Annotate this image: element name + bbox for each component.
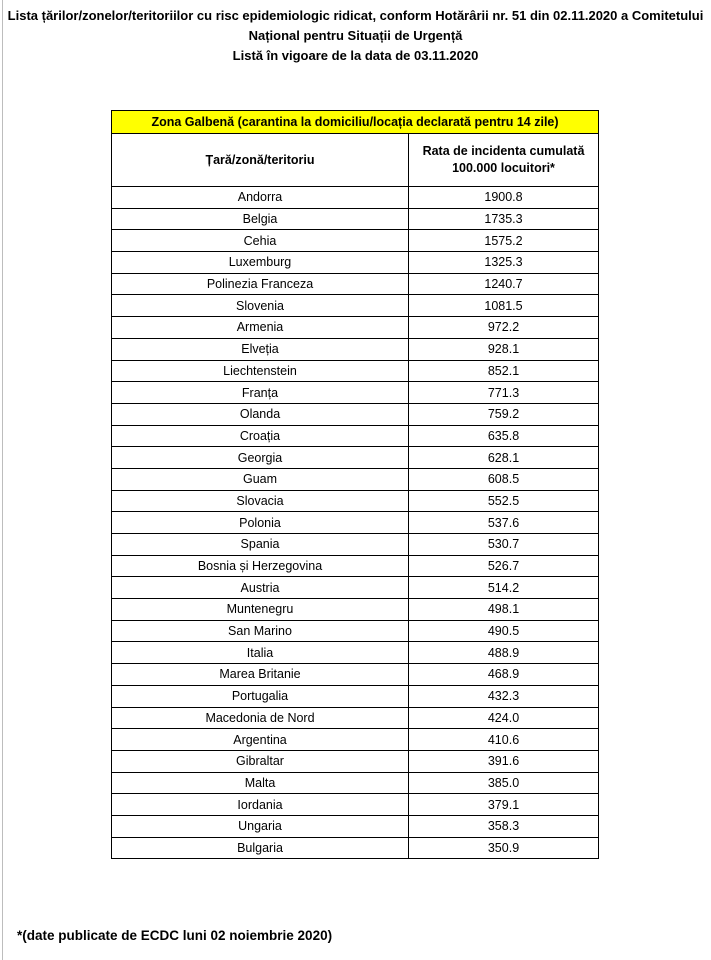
country-cell: Ungaria: [112, 815, 409, 837]
country-cell: Slovenia: [112, 295, 409, 317]
incidence-rate-cell: 379.1: [409, 794, 599, 816]
incidence-rate-cell: 350.9: [409, 837, 599, 859]
column-header-rate: [409, 134, 599, 187]
header-validity-date: Listă în vigoare de la data de 03.11.2020: [232, 48, 479, 63]
incidence-rate-cell: 514.2: [409, 577, 599, 599]
table-row: [112, 187, 599, 209]
incidence-rate-cell: 852.1: [409, 360, 599, 382]
column-header-rate-line2: 100.000 locuitori*: [452, 161, 555, 175]
table-row: [112, 468, 599, 490]
country-cell: Andorra: [112, 187, 409, 209]
table-row: [112, 750, 599, 772]
incidence-rate-cell: 628.1: [409, 447, 599, 469]
incidence-rate-cell: 391.6: [409, 750, 599, 772]
risk-table-container: [111, 110, 598, 859]
country-cell: Marea Britanie: [112, 664, 409, 686]
table-row: [112, 772, 599, 794]
country-cell: Slovacia: [112, 490, 409, 512]
incidence-rate-cell: 526.7: [409, 555, 599, 577]
incidence-rate-cell: 530.7: [409, 534, 599, 556]
country-cell: Muntenegru: [112, 599, 409, 621]
incidence-rate-cell: 537.6: [409, 512, 599, 534]
table-row: [112, 425, 599, 447]
table-row: [112, 620, 599, 642]
table-row: [112, 555, 599, 577]
country-cell: Luxemburg: [112, 252, 409, 274]
table-row: [112, 577, 599, 599]
country-cell: Elveția: [112, 338, 409, 360]
incidence-rate-cell: 410.6: [409, 729, 599, 751]
risk-table: [111, 110, 599, 859]
table-row: [112, 447, 599, 469]
table-row: [112, 642, 599, 664]
incidence-rate-cell: 358.3: [409, 815, 599, 837]
country-cell: Bosnia și Herzegovina: [112, 555, 409, 577]
incidence-rate-cell: 488.9: [409, 642, 599, 664]
table-row: [112, 707, 599, 729]
incidence-rate-cell: 432.3: [409, 685, 599, 707]
header-title-line2: Național pentru Situații de Urgență: [248, 28, 463, 43]
zone-title: Zona Galbenă (carantina la domiciliu/locația declarată pentru 14 zile): [112, 111, 599, 134]
column-header-country: Țară/zonă/teritoriu: [112, 134, 409, 187]
table-row: [112, 685, 599, 707]
table-row: [112, 794, 599, 816]
country-cell: Armenia: [112, 317, 409, 339]
footnote: *(date publicate de ECDC luni 02 noiembrie 2020): [17, 928, 333, 943]
country-cell: Georgia: [112, 447, 409, 469]
table-body: [112, 187, 599, 859]
incidence-rate-cell: 468.9: [409, 664, 599, 686]
incidence-rate-cell: 972.2: [409, 317, 599, 339]
incidence-rate-cell: 1081.5: [409, 295, 599, 317]
incidence-rate-cell: 498.1: [409, 599, 599, 621]
incidence-rate-cell: 1575.2: [409, 230, 599, 252]
page-edge-line: [2, 0, 3, 960]
incidence-rate-cell: 635.8: [409, 425, 599, 447]
incidence-rate-cell: 928.1: [409, 338, 599, 360]
table-row: [112, 208, 599, 230]
country-cell: Austria: [112, 577, 409, 599]
country-cell: Belgia: [112, 208, 409, 230]
country-cell: Argentina: [112, 729, 409, 751]
table-row: [112, 664, 599, 686]
table-row: [112, 338, 599, 360]
incidence-rate-cell: 385.0: [409, 772, 599, 794]
table-row: [112, 512, 599, 534]
table-row: [112, 490, 599, 512]
table-row: [112, 815, 599, 837]
table-row: [112, 403, 599, 425]
document-header: [0, 6, 711, 66]
country-cell: Spania: [112, 534, 409, 556]
table-row: [112, 295, 599, 317]
country-cell: Cehia: [112, 230, 409, 252]
incidence-rate-cell: 1900.8: [409, 187, 599, 209]
country-cell: Polinezia Franceza: [112, 273, 409, 295]
country-cell: Macedonia de Nord: [112, 707, 409, 729]
table-row: [112, 534, 599, 556]
incidence-rate-cell: 759.2: [409, 403, 599, 425]
country-cell: Gibraltar: [112, 750, 409, 772]
country-cell: Liechtenstein: [112, 360, 409, 382]
country-cell: Guam: [112, 468, 409, 490]
country-cell: Malta: [112, 772, 409, 794]
table-row: [112, 729, 599, 751]
incidence-rate-cell: 1325.3: [409, 252, 599, 274]
country-cell: Croația: [112, 425, 409, 447]
incidence-rate-cell: 490.5: [409, 620, 599, 642]
column-header-rate-line1: Rata de incidenta cumulată: [422, 144, 585, 158]
table-row: [112, 317, 599, 339]
incidence-rate-cell: 552.5: [409, 490, 599, 512]
country-cell: Italia: [112, 642, 409, 664]
incidence-rate-cell: 771.3: [409, 382, 599, 404]
country-cell: Iordania: [112, 794, 409, 816]
country-cell: Portugalia: [112, 685, 409, 707]
country-cell: San Marino: [112, 620, 409, 642]
table-row: [112, 360, 599, 382]
table-row: [112, 230, 599, 252]
table-row: [112, 382, 599, 404]
table-row: [112, 837, 599, 859]
incidence-rate-cell: 608.5: [409, 468, 599, 490]
header-title-line1: Lista țărilor/zonelor/teritoriilor cu risc epidemiologic ridicat, conform Hotărârii nr. 51 din 02.11.2020 a Comitetului: [7, 8, 704, 23]
table-row: [112, 273, 599, 295]
incidence-rate-cell: 1735.3: [409, 208, 599, 230]
country-cell: Franța: [112, 382, 409, 404]
table-row: [112, 252, 599, 274]
country-cell: Bulgaria: [112, 837, 409, 859]
incidence-rate-cell: 1240.7: [409, 273, 599, 295]
country-cell: Olanda: [112, 403, 409, 425]
table-row: [112, 599, 599, 621]
country-cell: Polonia: [112, 512, 409, 534]
incidence-rate-cell: 424.0: [409, 707, 599, 729]
